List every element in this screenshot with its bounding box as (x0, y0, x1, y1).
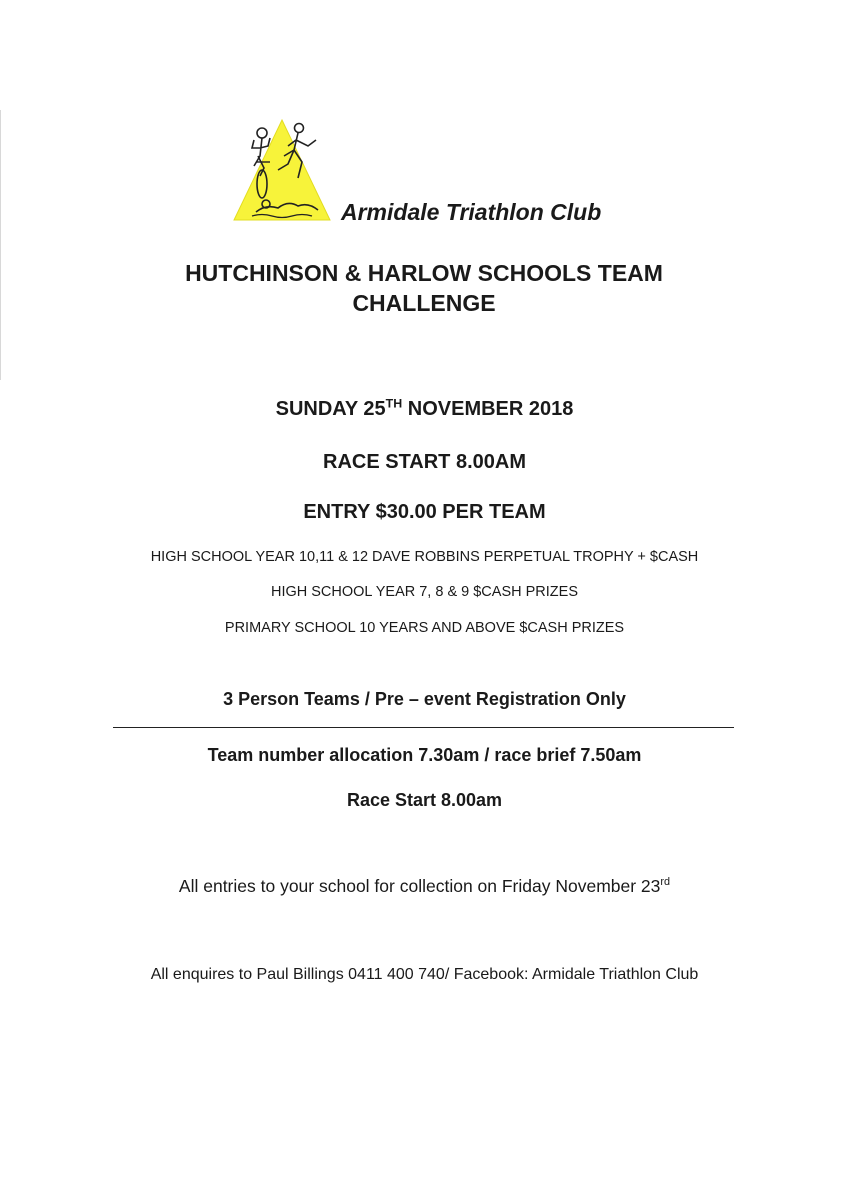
race-start-heading: RACE START 8.00AM (323, 451, 526, 473)
team-allocation: Team number allocation 7.30am / race brief 7.50am (207, 745, 642, 765)
category-junior-high: HIGH SCHOOL YEAR 7, 8 & 9 $CASH PRIZES (270, 584, 578, 600)
title-line-2: CHALLENGE (352, 290, 496, 316)
teams-note: 3 Person Teams / Pre – event Registration Only (223, 689, 626, 709)
title-line-1: HUTCHINSON & HARLOW SCHOOLS TEAM (185, 260, 663, 286)
entries-ordinal: rd (660, 876, 671, 889)
page-title (74, 258, 774, 318)
category-senior-high: HIGH SCHOOL YEAR 10,11 & 12 DAVE ROBBINS PERPETUAL TROPHY + $CASH (150, 549, 699, 565)
event-date-prefix: SUNDAY 25 (275, 398, 386, 420)
enquiries-note: All enquires to Paul Billings 0411 400 740/ Facebook: Armidale Triathlon Club (150, 966, 699, 983)
divider (113, 727, 734, 728)
event-date (0, 398, 849, 421)
event-date-ordinal: TH (385, 396, 403, 411)
category-primary: PRIMARY SCHOOL 10 YEARS AND ABOVE $CASH PRIZES (224, 620, 625, 636)
club-name: Armidale Triathlon Club (341, 199, 602, 225)
entries-text: All entries to your school for collection on Friday November 23 (178, 876, 661, 896)
event-date-rest: NOVEMBER 2018 (402, 398, 574, 420)
scan-edge-line (0, 110, 1, 380)
entries-note (0, 876, 849, 897)
entry-fee: ENTRY $30.00 PER TEAM (303, 501, 546, 523)
race-start-time: Race Start 8.00am (346, 790, 503, 810)
triathlon-logo-icon (232, 118, 332, 226)
